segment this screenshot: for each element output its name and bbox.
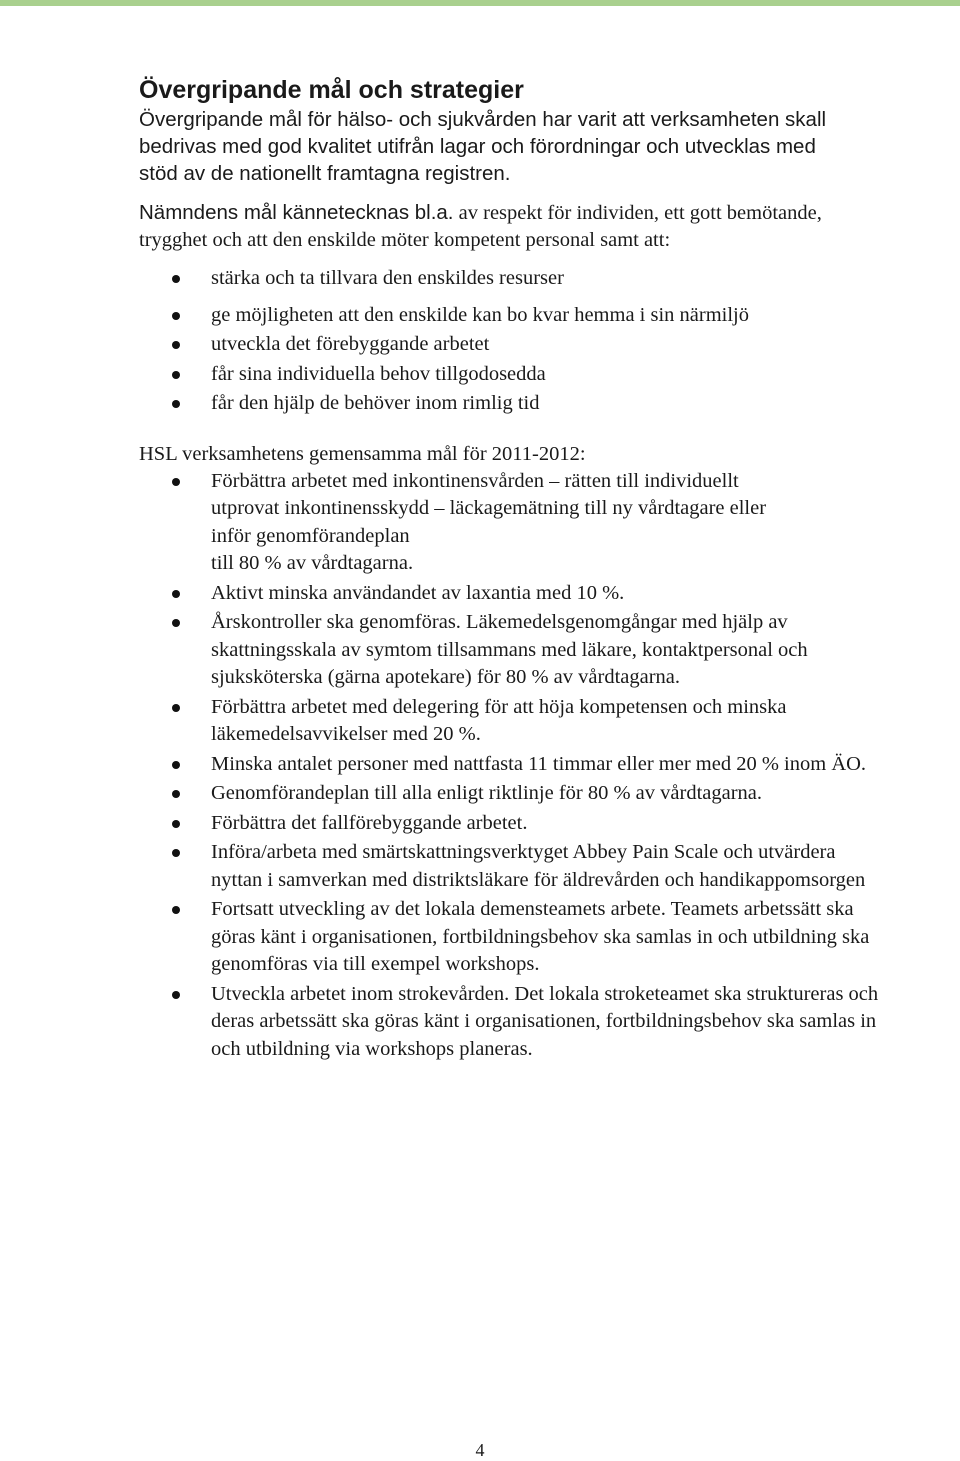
list-item: Förbättra arbetet med delegering för att höja kompetensen och minska läkemedelsavvikelser med 20 %. [139,694,879,749]
bullet-icon [172,790,180,798]
bullet-icon [172,849,180,857]
page-title: Övergripande mål och strategier [139,76,524,104]
bullet-icon [172,400,180,408]
bullet-icon [172,275,180,283]
page-number: 4 [475,1440,485,1460]
list-item: Årskontroller ska genomföras. Läkemedelsgenomgångar med hjälp av skattningsskala av symtom tillsammans med läkare, kontaktpersonal och sjuksköterska (gärna apotekare) för 80 % av vårdtagarna. [139,609,879,692]
bullet-icon [172,991,180,999]
bullet-icon [172,312,180,320]
list-item: stärka och ta tillvara den enskildes resurser [139,265,879,293]
list-item: Utveckla arbetet inom strokevården. Det lokala stroketeamet ska struktureras och deras arbetssätt ska göras känt i organisationen, fortbildningsbehov ska samlas in och utbildning via workshops planeras. [139,981,879,1064]
list-item: Aktivt minska användandet av laxantia med 10 %. [139,580,879,608]
bullet-icon [172,590,180,598]
intro-line: stöd av de nationellt framtagna registren. [139,162,511,185]
intro-line: Övergripande mål för hälso- och sjukvården har varit att verksamheten skall [139,108,827,131]
list-item: Minska antalet personer med nattfasta 11 timmar eller mer med 20 % inom ÄO. [139,751,879,779]
list-item: utveckla det förebyggande arbetet [139,331,879,359]
list-item: får sina individuella behov tillgodosedda [139,361,879,389]
bullet-icon [172,761,180,769]
top-accent-rule [0,0,960,6]
intro-paragraph [139,106,879,187]
list-item: Införa/arbeta med smärtskattningsverktyget Abbey Pain Scale och utvärdera nyttan i samverkan med distriktsläkare för äldrevården och handikappomsorgen [139,839,879,894]
intro-line: bedrivas med god kvalitet utifrån lagar och förordningar och utvecklas med [139,135,816,158]
bullet-icon [172,906,180,914]
bullet-icon [172,371,180,379]
bullet-icon [172,619,180,627]
bullet-icon [172,341,180,349]
bullet-icon [172,704,180,712]
document-page [139,74,879,1065]
namnd-goals-list [139,265,879,418]
list-item: får den hjälp de behöver inom rimlig tid [139,390,879,418]
list-item: ge möjligheten att den enskilde kan bo kvar hemma i sin närmiljö [139,302,879,330]
namnd-lead: Nämndens mål kännetecknas bl.a. [139,201,454,224]
bullet-icon [172,820,180,828]
namnd-rest: av respekt för individen, ett gott bemötande, trygghet och att den enskilde möter kompetent personal samt att: [139,202,822,251]
bullet-icon [172,478,180,486]
hsl-goals-list [139,468,879,1064]
list-item: Genomförandeplan till alla enligt riktlinje för 80 % av vårdtagarna. [139,780,879,808]
list-item: Förbättra arbetet med inkontinensvården – rätten till individuellt utprovat inkontinensskydd – läckagemätning till ny vårdtagare eller inför genomförandeplan till 80 % av vårdtagarna. [139,468,879,578]
list-item: Fortsatt utveckling av det lokala demensteamets arbete. Teamets arbetssätt ska göras känt i organisationen, fortbildningsbehov ska samlas in och utbildning ska genomföras via till exempel workshops. [139,896,879,979]
namnd-paragraph [139,199,879,254]
list-item: Förbättra det fallförebyggande arbetet. [139,810,879,838]
hsl-heading: HSL verksamhetens gemensamma mål för 2011-2012: [139,442,586,465]
